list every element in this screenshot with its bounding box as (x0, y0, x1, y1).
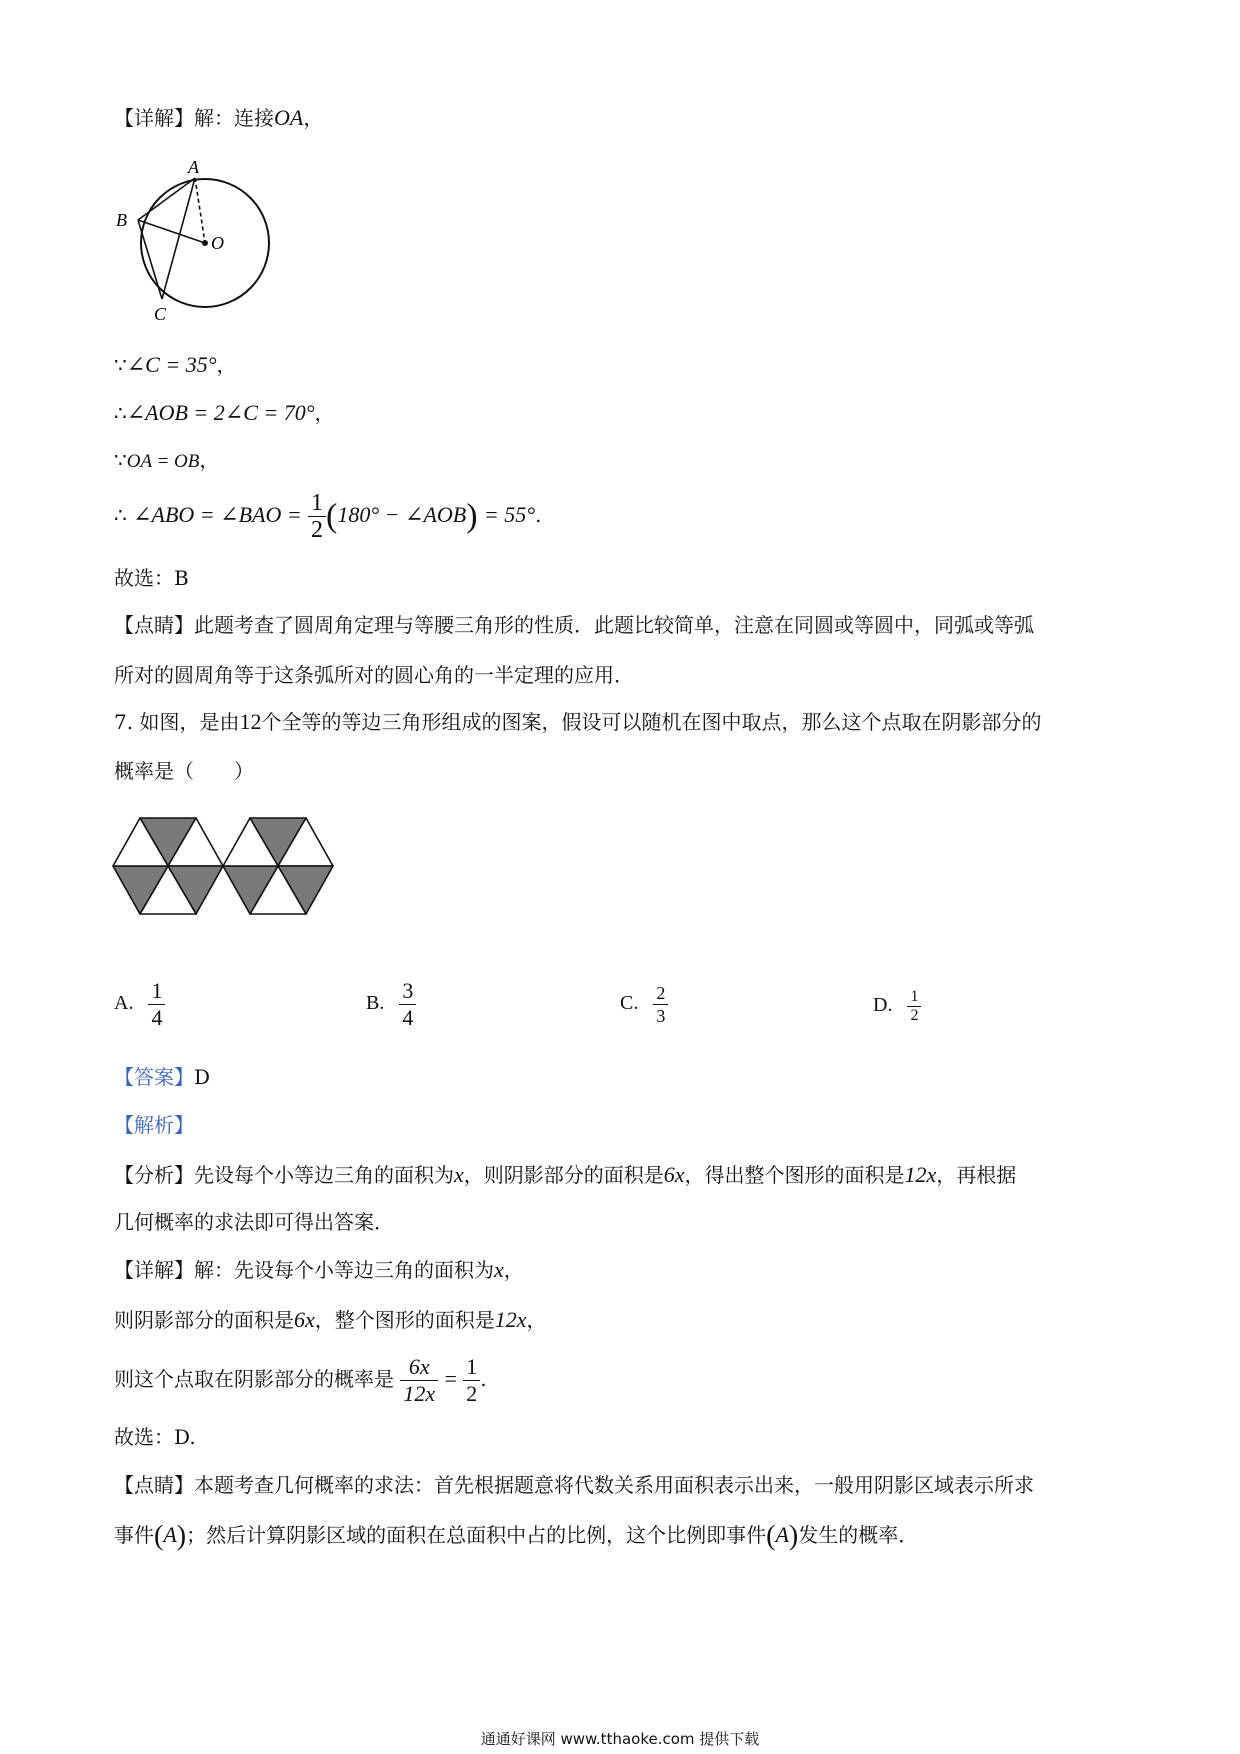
paren-open: ( (766, 1520, 776, 1552)
detail-text: 解：连接 (194, 106, 274, 130)
option-letter: D. (873, 994, 893, 1017)
comment-1-line-2: 所对的圆周角等于这条弧所对的圆心角的一半定理的应用． (114, 663, 634, 687)
analysis-text-4: ，再根据 (936, 1163, 1017, 1187)
option-letter: C. (620, 992, 639, 1015)
option-num: 2 (653, 982, 668, 1005)
step-4 (114, 487, 541, 545)
detail2-end-3: . (480, 1367, 487, 1391)
step-prefix: ∵ (114, 448, 127, 472)
label-A: A (188, 157, 199, 177)
option-fraction (399, 978, 416, 1031)
detail-end: ， (303, 106, 324, 130)
step-3 (114, 445, 219, 477)
question-number: 7. (114, 710, 140, 734)
comment-text: 此题考查了圆周角定理与等腰三角形的性质．此题比较简单，注意在同圆或等圆中，同弧或等弧 (194, 613, 1034, 637)
comment-1-line-1 (114, 610, 1034, 640)
option-den: 3 (656, 1006, 666, 1026)
analysis-text-1: 先设每个小等边三角的面积为 (194, 1163, 454, 1187)
comment-tag: 【点睛】 (114, 613, 194, 637)
comment2-tag: 【点睛】 (114, 1473, 194, 1497)
step-end: ， (314, 401, 335, 425)
detail2-text-2b: ，整个图形的面积是 (314, 1308, 495, 1332)
choice-2: 故选：D. (114, 1425, 196, 1449)
event-var-2: A (775, 1522, 789, 1547)
detail2-text-2a: 则阴影部分的面积是 (114, 1308, 294, 1332)
prob-fraction-2 (463, 1354, 480, 1407)
comment2-text-2c: 发生的概率． (798, 1523, 919, 1547)
step-prefix: ∴ (114, 503, 127, 527)
detail2-text-1: 解：先设每个小等边三角的面积为 (194, 1258, 494, 1282)
comment2-text-2a: 事件 (114, 1523, 154, 1547)
detail2-line-3 (114, 1350, 487, 1408)
detail-tag: 【详解】 (114, 106, 194, 130)
analysis-line-2: 几何概率的求法即可得出答案． (114, 1210, 394, 1234)
prob-num-2: 1 (463, 1354, 480, 1381)
analysis-tag: 【解析】 (114, 1113, 194, 1137)
comment2-text-2b: ；然后计算阴影区域的面积在总面积中占的比例，这个比例即事件 (186, 1523, 767, 1547)
answer-tag: 【答案】 (114, 1065, 194, 1089)
answer-line (114, 1062, 210, 1092)
analysis-var-3: 12x (904, 1162, 937, 1187)
option-fraction (653, 982, 668, 1027)
option-fraction (148, 978, 165, 1031)
detail2-text-3: 则这个点取在阴影部分的概率是 (114, 1367, 394, 1391)
option-den: 4 (402, 1005, 414, 1030)
detail2-end-1: ， (503, 1258, 524, 1282)
prob-equals: = (444, 1366, 457, 1391)
circle-figure (110, 148, 280, 328)
comment-2-line-1 (114, 1470, 1034, 1500)
question-line-2: 概率是（ ） (114, 759, 254, 783)
paren-close: ) (788, 1520, 799, 1552)
detail-line-1 (114, 103, 323, 133)
detail2-end-2: ， (526, 1308, 547, 1332)
label-C: C (154, 304, 167, 324)
answer-value: D (194, 1065, 211, 1089)
step-expr: ∠AOB = 2∠C = 70° (126, 400, 315, 425)
label-B: B (116, 210, 127, 230)
prob-num-1: 6x (400, 1354, 438, 1381)
option-d[interactable] (873, 988, 921, 1025)
option-letter: B. (366, 992, 385, 1015)
analysis-var-1: x (454, 1162, 464, 1187)
option-den: 2 (910, 1007, 919, 1024)
half-num: 1 (308, 490, 326, 517)
analysis-text-2: ，则阴影部分的面积是 (463, 1163, 664, 1187)
analysis-text-3: ，得出整个图形的面积是 (684, 1163, 905, 1187)
question-line-1 (114, 707, 1041, 737)
detail2-line-2 (114, 1305, 547, 1335)
detail2-line-1 (114, 1255, 524, 1285)
question-text-a: 如图，是由 (139, 710, 240, 734)
choice-1: 故选：B (114, 566, 189, 590)
step-2 (114, 398, 335, 428)
question-text-b: 个全等的等边三角形组成的图案，假设可以随机在图中取点，那么这个点取在阴影部分的 (261, 710, 1042, 734)
step-prefix: ∵ (114, 353, 127, 377)
step-prefix: ∴ (114, 401, 127, 425)
prob-den-1: 12x (403, 1381, 436, 1406)
paren-open: ( (154, 1520, 164, 1552)
detail2-var-2b: 12x (494, 1307, 527, 1332)
paren-open: ( (326, 497, 338, 535)
comment2-text: 本题考查几何概率的求法：首先根据题意将代数关系用面积表示出来，一般用阴影区域表示所求 (194, 1473, 1034, 1497)
step-end: . (535, 503, 542, 527)
step-end: ， (216, 353, 237, 377)
option-b[interactable] (366, 978, 416, 1031)
option-num: 3 (399, 978, 416, 1005)
step-end: ， (199, 448, 220, 472)
question-count: 12 (239, 709, 262, 734)
option-fraction (907, 988, 921, 1025)
step-paren-expr: 180° − ∠AOB (337, 502, 467, 527)
prob-fraction-1 (400, 1354, 438, 1407)
step-expr: ∠C = 35° (126, 352, 217, 377)
step-expr: OA = OB (126, 451, 200, 472)
step-left: ∠ABO = ∠BAO = (133, 502, 302, 527)
option-num: 1 (148, 978, 165, 1005)
detail2-tag: 【详解】 (114, 1258, 194, 1282)
half-den: 2 (311, 517, 324, 543)
option-num: 1 (907, 988, 921, 1007)
option-a[interactable] (114, 978, 165, 1031)
paren-close: ) (466, 497, 478, 535)
detail2-var-2a: 6x (294, 1307, 315, 1332)
paren-close: ) (176, 1520, 187, 1552)
analysis-tag-line (114, 1110, 194, 1140)
detail-var: OA (274, 105, 304, 130)
option-den: 4 (151, 1005, 163, 1030)
option-c[interactable] (620, 982, 668, 1027)
analysis-line-1 (114, 1160, 1016, 1190)
comment-2-line-2 (114, 1520, 918, 1552)
analysis-var-2: 6x (663, 1162, 685, 1187)
prob-den-2: 2 (466, 1381, 478, 1406)
label-O: O (211, 233, 224, 253)
half-fraction (308, 490, 326, 543)
step-1 (114, 350, 237, 380)
detail2-var: x (494, 1257, 504, 1282)
option-letter: A. (114, 992, 134, 1015)
triangle-pattern-figure (110, 800, 334, 936)
event-var-1: A (163, 1522, 177, 1547)
footer: 通通好课网 www.tthaoke.com 提供下载 (480, 1730, 760, 1748)
analysis-sub-tag: 【分析】 (114, 1163, 194, 1187)
step-right: = 55° (483, 502, 536, 527)
